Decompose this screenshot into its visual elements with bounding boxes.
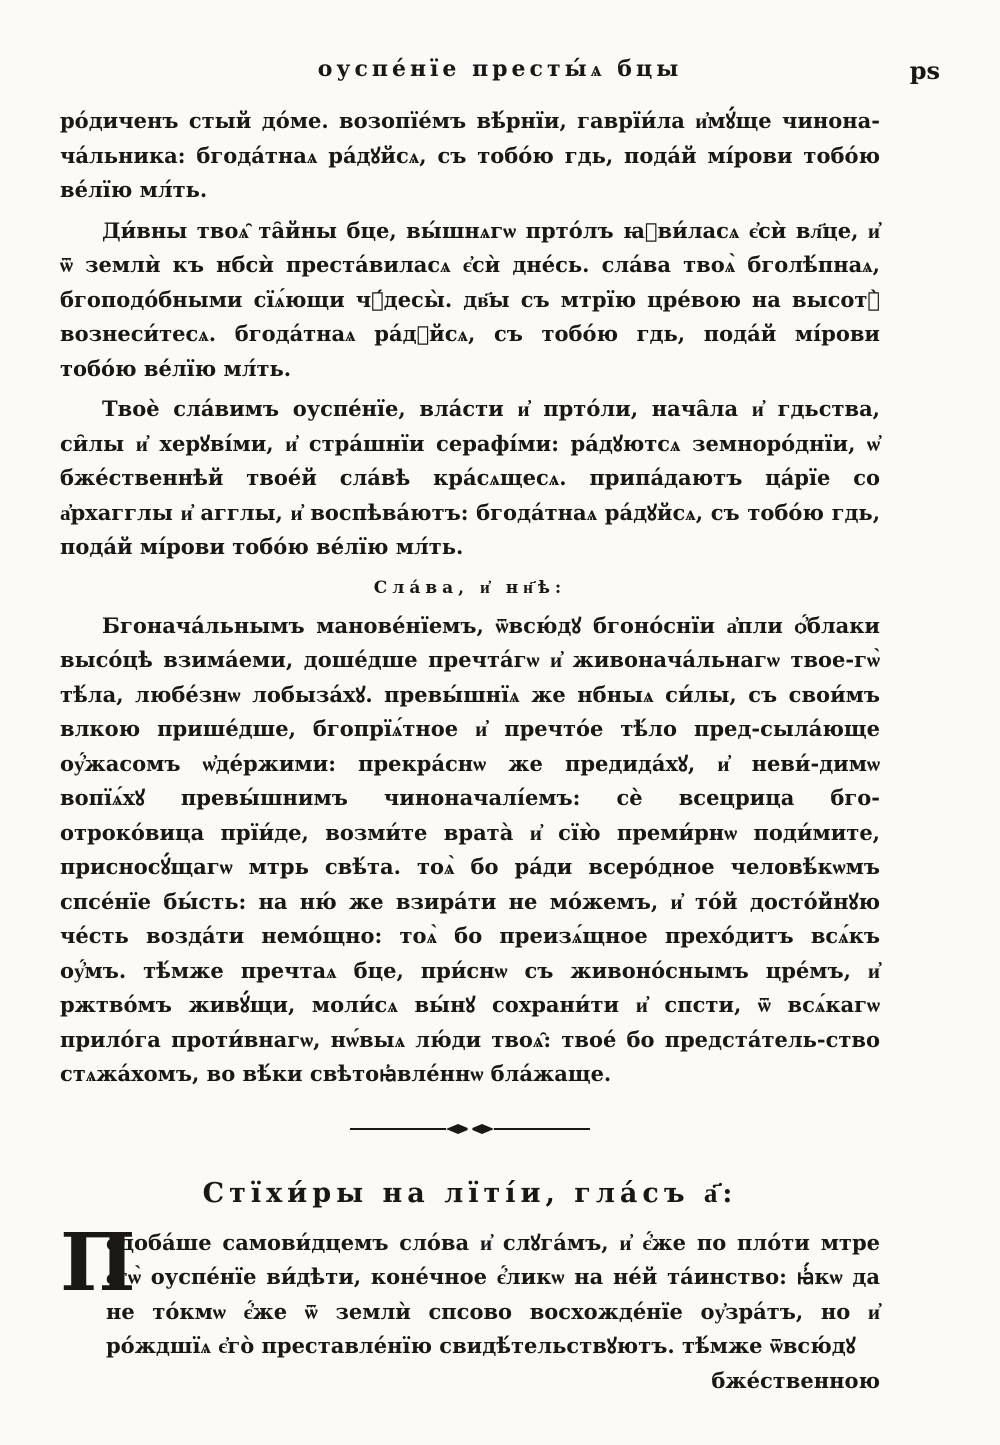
body-text: [60, 104, 880, 1398]
dropcap-paragraph: [60, 1214, 880, 1364]
paragraph: одоба́ше самови́дцемъ сло́ва и҆ слꙋга́мъ, и҆ є҆́же по пло́ти мтре є҆гѡ̀ оуспе́нїе ви́дѣти, коне́чное є҆́ликѡ на не́й та́инство: ꙗ҆́кѡ да не то́кмѡ є҆́же ѿ землѝ спсово восхожде́нїе оу҆зра́тъ, но и҆ ро́ждшїѧ є҆го̀ преставле́нїю свидѣ́тельствꙋютъ. тѣ́мже ѿвсю́дꙋ: [106, 1229, 880, 1358]
paragraph: ро́диченъ стый до́ме. возопїе́мъ вѣ́рнїи, гаврїи́ла и҆мꙋ́ще чинона-ча́льника: бгода́тнаѧ ра́дꙋйсѧ, съ тобо́ю гдь, пода́й мі́рови тобо́ю ве́лїю мл́ть.: [60, 108, 880, 202]
paragraph: Ди́вны твоѧ̑ та̑йны бце, вы́шнѧгѡ прто́лъ ꙗ҆ви́ласѧ є҆сѝ вл҃це, и҆ ѿ землѝ къ нбсѝ преста́виласѧ є҆сѝ дне́сь. сла́ва твоѧ̀ бголѣ́пнаѧ, бгоподо́бными сїѧ́ющи чꙋ́десы̀. дв҃ы съ мтрїю цре́вою на высотꙋ̀ вознеси́тесѧ. бгода́тнаѧ ра́дꙋйсѧ, съ тобо́ю гдь, пода́й мі́рови тобо́ю ве́лїю мл́ть.: [60, 217, 880, 381]
subheading: Сла́ва, и҆ нн҃ѣ:: [373, 577, 567, 598]
paragraph: Твоѐ сла́вимъ оуспе́нїе, вла́сти и҆ прто́ли, нача̑ла и҆ гдьства, си̑лы и҆ херꙋві́ми, и҆ стра́шнїи серафі́ми: ра́дꙋютсѧ земноро́днїи, ѡ҆ бже́ственнѣй твое́й сла́вѣ кра́сѧщесѧ. припа́даютъ ца́рїе со а҆рхагглы и҆ агглы, и҆ воспѣва́ютъ: бгода́тнаѧ ра́дꙋйсѧ, съ тобо́ю гдь, пода́й мі́рови тобо́ю ве́лїю мл́ть.: [60, 396, 880, 559]
page-header: [60, 50, 940, 90]
paragraph: Бгонача́льнымъ манове́нїемъ, ѿвсю́дꙋ бгоно́снїи а҆пли ѻ҆́блаки высо́цѣ взима́еми, доше́дше пречта́гѡ и҆ живонача́льнагѡ твое-гѡ̀ тѣ́ла, любе́знѡ лобыза́хꙋ. превы́шнїѧ же нбныѧ си́лы, съ свои́мъ влкою прише́дше, бгопрїѧ́тное и҆ пречто́е тѣ́ло пред-сыла́юще оу҆́жасомъ ѡ҆де́ржими: прекра́снѡ же предида́хꙋ, и҆ неви́-димѡ вопїѧ́хꙋ превы́шнимъ чиноначалі́емъ: сѐ всецрица бго-отроко́вица прїи́де, возми́те врата̀ и҆ сїю̀ преми́рнѡ поди́мите, присносꙋ́щагѡ мтрь свѣ́та. тоѧ̀ бо ра́ди всеро́дное человѣ́кѡмъ спсе́нїе бы́сть: на ню́ же взира́ти не мо́жемъ, и҆ то́й досто́йнꙋю че́сть возда́ти немо́щно: тоѧ̀ бо преизѧ́щное прехо́дитъ всѧ́къ оу҆́мъ. тѣ́мже пречтаѧ бце, при́снѡ съ живоно́снымъ цре́мъ, и҆ ржтво́мъ живꙋ́щи, моли́сѧ вы́нꙋ сохрани́ти и҆ спсти, ѿ всѧ́кагѡ прило́га проти́внагѡ, нѡ́выѧ лю́ди твоѧ̑: твое́ бо предста́тель-ство стѧжа́хомъ, во вѣ́ки свѣтоꙗ҆вле́ннѡ бла́жаще.: [60, 612, 880, 1086]
page-number: рѕ: [909, 56, 940, 85]
catchword: бже́ственною: [711, 1367, 880, 1393]
running-head: оуспе́нїе престы́ѧ бцы: [317, 56, 683, 82]
section-title: Стїхи́ры на лїті́и, гла́съ а҃:: [202, 1177, 738, 1209]
ornament-divider-icon: [350, 1122, 590, 1136]
drop-cap: П: [60, 1214, 136, 1309]
